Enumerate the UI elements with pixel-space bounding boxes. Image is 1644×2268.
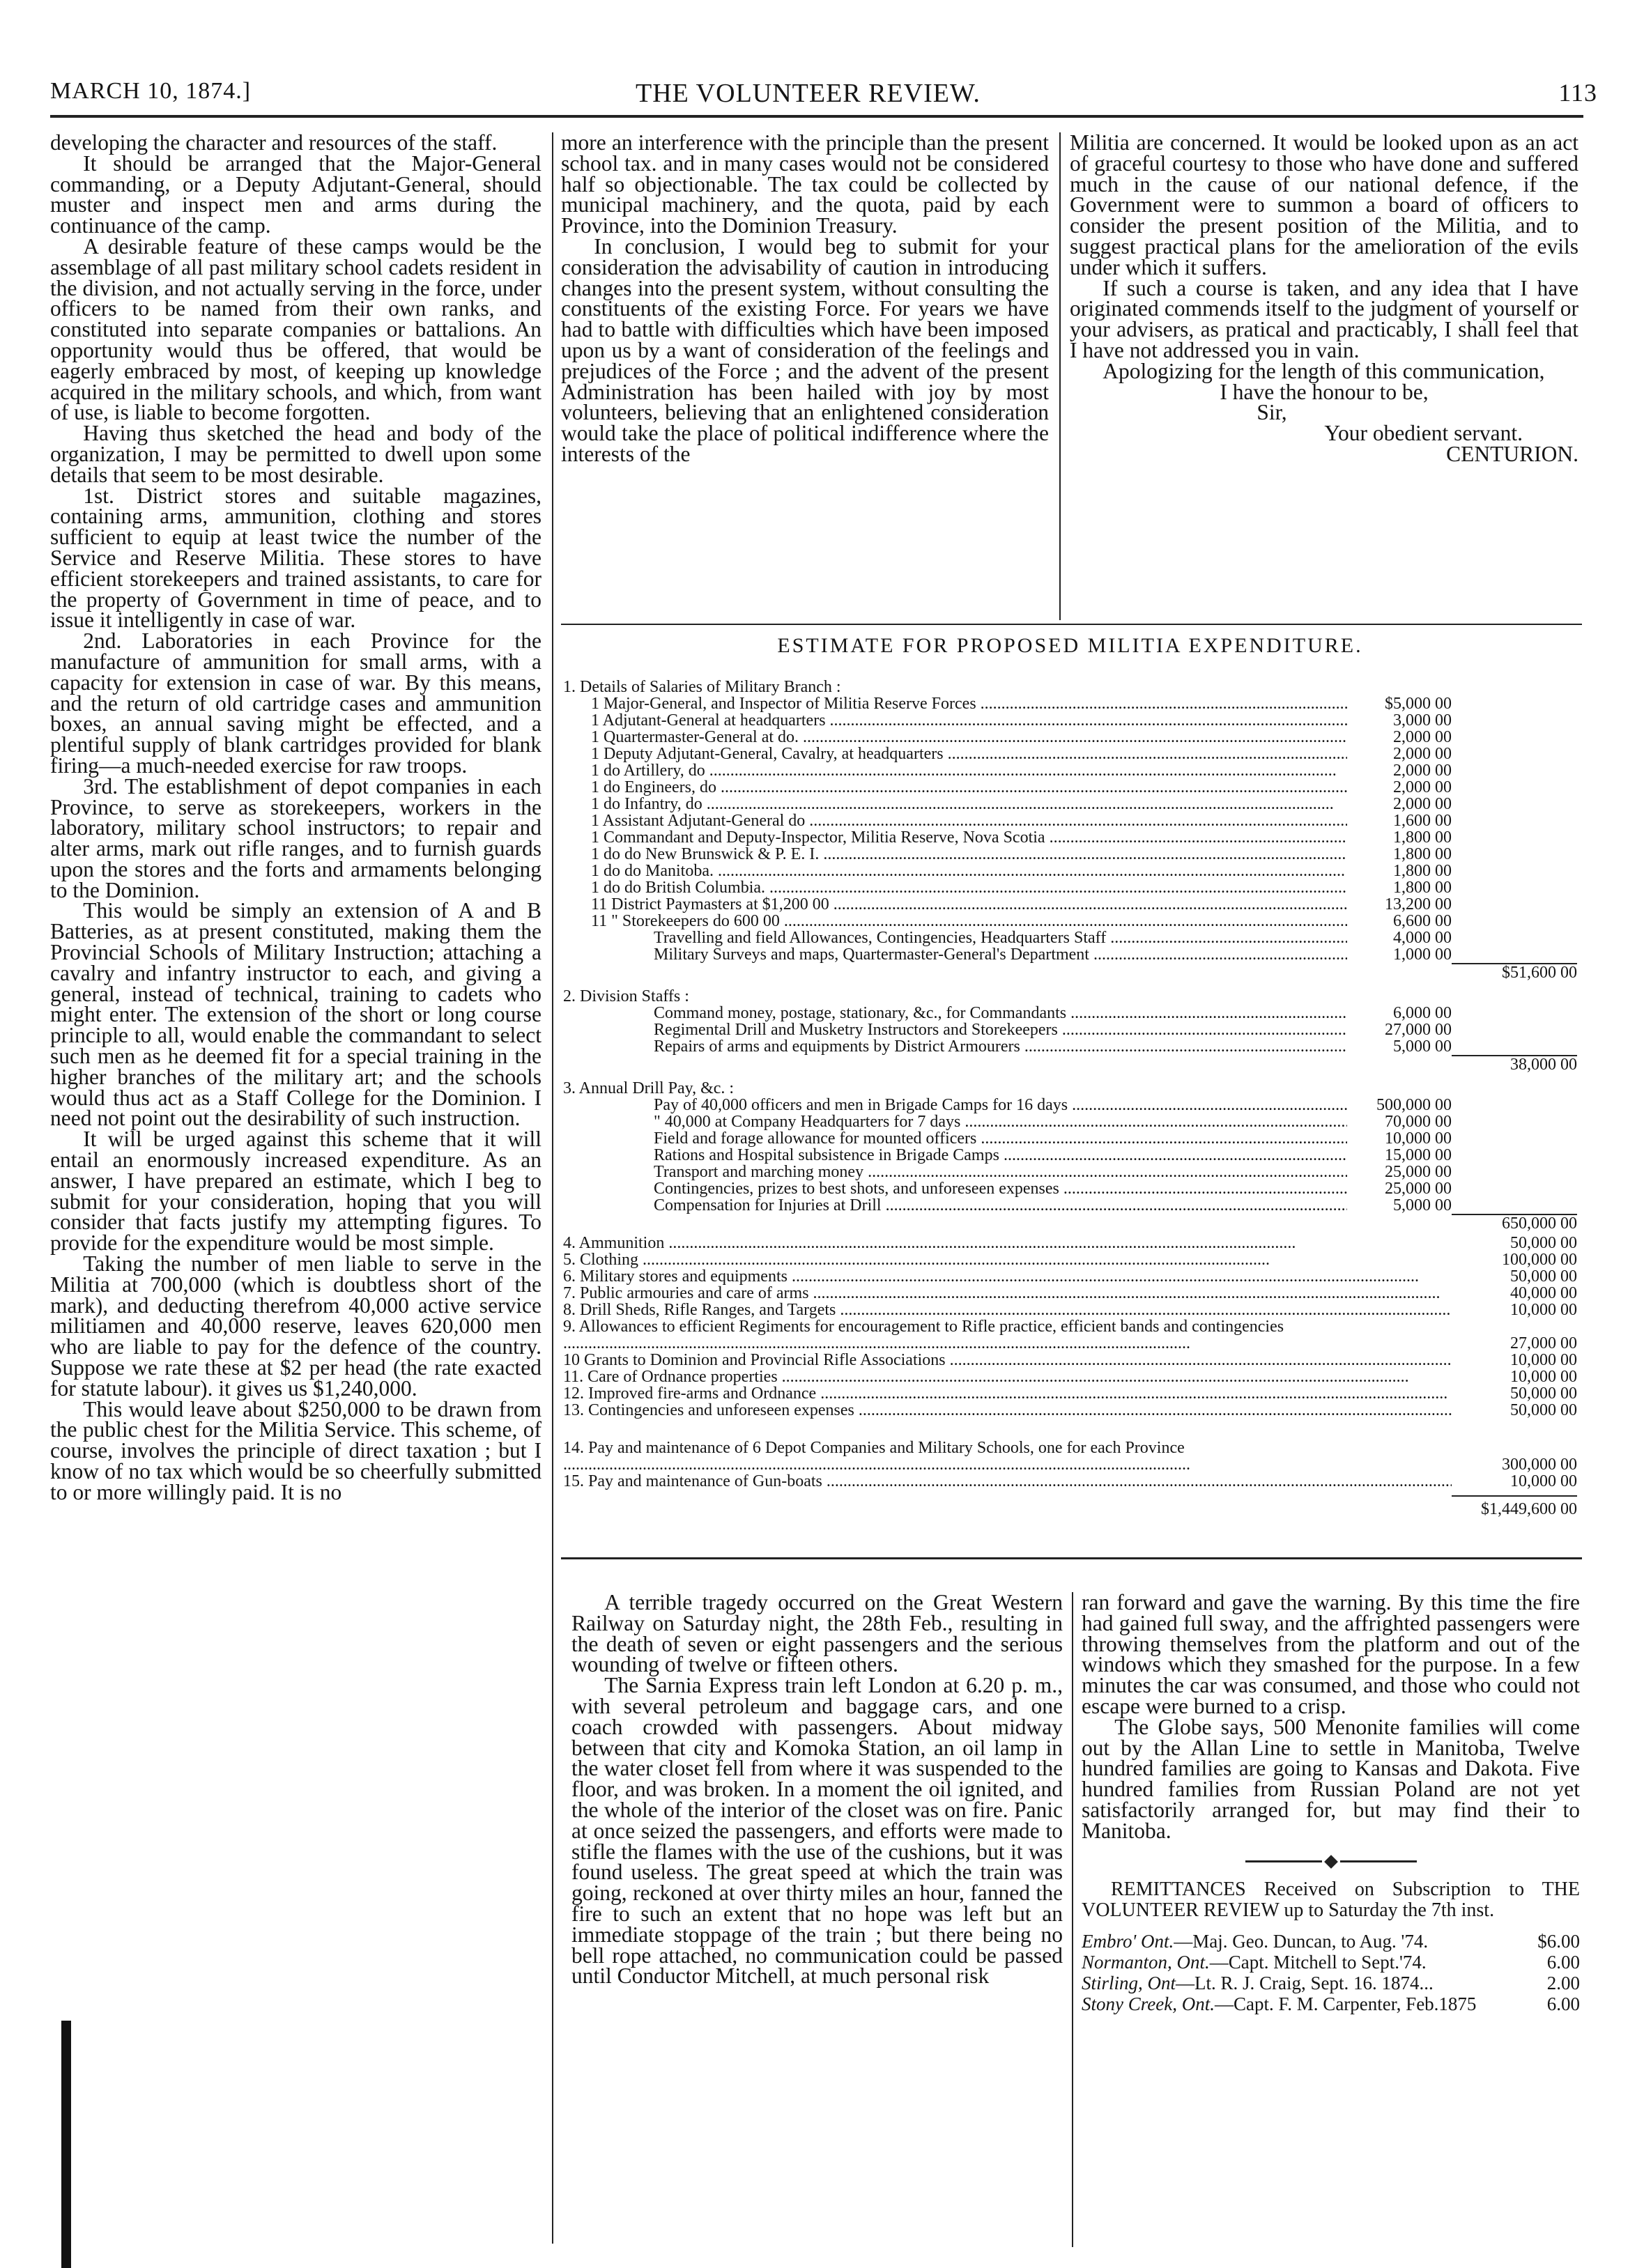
paragraph: more an interference with the principle than the present school tax. and in many cases would not be considered half so objectionable. The tax could be collected by municipal machinery, and the quota, paid by each Province, into the Dominion Treasury. [561, 132, 1049, 238]
table-row: 11 " Storekeepers do 600 00 ..... 6,600 00 [563, 913, 1577, 929]
paragraph: The Globe says, 500 Menonite families will come out by the Allan Line to settle in Manitoba, Twelve hundred families are going to Kansas and Dakota. Five hundred families from Russian Poland are not yet satisfactorily arranged for, but may find their to Manitoba. [1082, 1714, 1580, 1843]
header-page-number: 113 [1558, 79, 1597, 107]
remittance-entry: Normanton, Ont. —Capt. Mitchell to Sept.'74. 6.00 [1082, 1951, 1580, 1973]
table-row: 10 Grants to Dominion and Provincial Rifle Associations ..... 10,000 00 [563, 1352, 1577, 1368]
news-column-b [1082, 1592, 1580, 2247]
estimate-top-rule [561, 624, 1582, 625]
header-date: MARCH 10, 1874.] [50, 78, 252, 104]
paragraph: Apologizing for the length of this communication, [1103, 358, 1545, 383]
letter-salutation: Sir, [1257, 400, 1287, 425]
remittance-entry: Stirling, Ont —Lt. R. J. Craig, Sept. 16. 1874... 2.00 [1082, 1972, 1580, 1993]
table-row: Regimental Drill and Musketry Instructors and Storekeepers ..... 27,000 00 [563, 1021, 1577, 1038]
paragraph: This would be simply an extension of A and B Batteries, as at present constituted, making them the Provincial Schools of Military Instruction; attaching a cavalry and infantry instructor to each, and giving a general, instead of technical, training to cadets who might enter. The extension of the short or long course principle to all, would enable the commandant to select such men as he deemed fit for a special training in the higher branches of the military art; and the schools would thus act as a Staff College for the Dominion. I need not point out the desirability of such instruction. [50, 898, 541, 1131]
table-row: 1 do Artillery, do ..... 2,000 00 [563, 762, 1577, 779]
section-total: $51,600 00 [563, 963, 1577, 981]
table-row: 12. Improved fire-arms and Ordnance ..... 50,000 00 [563, 1385, 1577, 1402]
table-row: 14. Pay and maintenance of 6 Depot Companies and Military Schools, one for each Province ..... 300,000 00 [563, 1440, 1577, 1473]
paragraph: ran forward and gave the warning. By this time the fire had gained full sway, and the affrighted passengers were throwing themselves from the platform and out of the windows which they smashed for the purpose. In a few minutes the car was consumed, and those who could not escape were burned to a crisp. [1082, 1592, 1580, 1718]
paragraph: It should be arranged that the Major-General commanding, or a Deputy Adjutant-General, should muster and inspect men and arms during the continuance of the camp. [50, 151, 541, 238]
header-masthead: THE VOLUNTEER REVIEW. [636, 79, 981, 108]
paragraph: A desirable feature of these camps would be the assemblage of all past military school cadets resident in the division, and not actually serving in the force, under officers to be named from their own ranks, and constituted into separate companies or battalions. An opportunity would thus be offered, that would be eagerly embraced by most, of keeping up knowledge acquired in the military schools, and which, from want of use, is liable to become forgotten. [50, 233, 541, 425]
article-column-3 [1070, 132, 1578, 620]
estimate-table [563, 634, 1577, 1543]
paragraph: Taking the number of men liable to serve in the Militia at 700,000 (which is doubtless short of the mark), and deducting therefrom 40,000 active service militiamen and 40,000 reserve, leaves 620,000 men who are liable to pay for the defence of the country. Suppose we rate these at $2 per head (the rate exacted for statute labour). it gives us $1,240,000. [50, 1251, 541, 1401]
grand-total: $1,449,600 00 [563, 1495, 1577, 1518]
column-divider [1072, 1592, 1073, 2247]
table-row: Rations and Hospital subsistence in Brigade Camps ..... 15,000 00 [563, 1147, 1577, 1164]
paragraph: The Sarnia Express train left London at 6.20 p. m., with several petroleum and baggage cars, and one coach crowded with passengers. About midway between that city and Komoka Station, an oil lamp in the water closet fell from where it was suspended to the floor, and was broken. In a moment the oil ignited, and the whole of the interior of the closet was on fire. Panic at once seized the passengers, and efforts were made to stifle the flames with the use of the cushions, but it was found useless. The great speed at which the train was going, reckoned at over thirty miles an hour, fanned the fire to such an extent that no hope was left but an immediate stoppage of the train ; but there being no bell rope attached, no communication could be passed until Conductor Mitchell, at much personal risk [571, 1673, 1063, 1989]
table-row: 5. Clothing ..... 100,000 00 [563, 1251, 1577, 1268]
running-header [50, 78, 1597, 113]
table-row: 15. Pay and maintenance of Gun-boats ..... 10,000 00 [563, 1473, 1577, 1490]
table-row: 9. Allowances to efficient Regiments for encouragement to Rifle practice, efficient bands and contingencies ..... 27,000 00 [563, 1318, 1577, 1352]
table-row: 4. Ammunition ..... 50,000 00 [563, 1235, 1577, 1251]
paragraph: Militia are concerned. It would be looked upon as an act of graceful courtesy to those who have done and suffered much in the cause of our national defence, if the Government were to summon a board of officers to consider the present position of the Militia, and to suggest practical plans for the amelioration of the evils under which it suffers. [1070, 132, 1578, 279]
paragraph: 2nd. Laboratories in each Province for the manufacture of ammunition for small arms, with a capacity for extension in case of war. By this means, and the return of old cartridge cases and ammunition boxes, an annual saving might be effected, and a plentiful supply of blank cartridges provided for blank firing—a much-needed exercise for raw troops. [50, 628, 541, 778]
paragraph: A terrible tragedy occurred on the Great Western Railway on Saturday night, the 28th Feb., resulting in the death of seven or eight passengers and the serious wounding of twelve or fifteen others. [571, 1592, 1063, 1677]
letter-valediction: Your obedient servant. [1324, 421, 1523, 446]
table-row: Command money, postage, stationary, &c., for Commandants ..... 6,000 00 [563, 1005, 1577, 1021]
remittance-entry: Embro' Ont. —Maj. Geo. Duncan, to Aug. '74. $6.00 [1082, 1930, 1580, 1952]
table-row: Transport and marching money ..... 25,000 00 [563, 1164, 1577, 1180]
estimate-bottom-rule [561, 1557, 1582, 1559]
table-row: 1 Deputy Adjutant-General, Cavalry, at headquarters ..... 2,000 00 [563, 746, 1577, 762]
table-row: 1 do do British Columbia. ..... 1,800 00 [563, 879, 1577, 896]
paragraph: developing the character and resources of the staff. [50, 132, 498, 155]
table-row: 6. Military stores and equipments ..... 50,000 00 [563, 1268, 1577, 1285]
paragraph: 3rd. The establishment of depot companies in each Province, to serve as storekeepers, workers in the laboratory, military school instructors; to repair and alter arms, mark out rifle ranges, and to furnish guards upon the stores and the forts and armaments belonging to the Dominion. [50, 773, 541, 902]
table-row: Travelling and field Allowances, Contingencies, Headquarters Staff ..... 4,000 00 [563, 929, 1577, 946]
column-divider [552, 132, 553, 2244]
table-row: 1 do Infantry, do ..... 2,000 00 [563, 796, 1577, 812]
news-column-a [571, 1592, 1063, 2247]
section-heading: 3. Annual Drill Pay, &c. : [563, 1079, 735, 1097]
article-column-2 [561, 132, 1049, 620]
table-row: 1 Adjutant-General at headquarters ..... 3,000 00 [563, 712, 1577, 729]
table-row: Contingencies, prizes to best shots, and unforeseen expenses ..... 25,000 00 [563, 1180, 1577, 1197]
table-row: " 40,000 at Company Headquarters for 7 days ..... 70,000 00 [563, 1113, 1577, 1130]
table-row: Field and forage allowance for mounted officers ..... 10,000 00 [563, 1130, 1577, 1147]
paragraph: This would leave about $250,000 to be drawn from the public chest for the Militia Service. This scheme, of course, involves the principle of direct taxation ; but I know of no tax which would be so cheerfully submitted to or more willingly paid. It is no [50, 1396, 541, 1504]
remittances-heading: REMITTANCES Received on Subscription to THE VOLUNTEER REVIEW up to Saturday the 7th inst. [1082, 1878, 1580, 1921]
paragraph: If such a course is taken, and any idea that I have originated commends itself to the judgment of yourself or your advisers, as pratical and practicably, I shall feel that I have not addressed you in vain. [1070, 275, 1578, 362]
paragraph: In conclusion, I would beg to submit for your consideration the advisability of caution in introducing changes into the present system, without consulting the constituents of the existing Force. For years we have had to battle with difficulties which have been imposed upon us by a want of consideration of the feelings and prejudices of the Force ; and the advent of the present Administration has been hailed with joy by most volunteers, believing that an enlightened consideration would take the place of political indifference where the interests of the [561, 233, 1049, 466]
table-row: 1 Assistant Adjutant-General do ..... 1,600 00 [563, 812, 1577, 829]
table-row: 1 Major-General, and Inspector of Militia Reserve Forces ..... $5,000 00 [563, 695, 1577, 712]
paragraph: Having thus sketched the head and body of the organization, I may be permitted to dwell upon some details that seem to be most desirable. [50, 421, 541, 487]
column-divider [1059, 132, 1061, 620]
table-row: 13. Contingencies and unforeseen expenses ..... 50,000 00 [563, 1402, 1577, 1419]
page-binding-edge [61, 2021, 71, 2268]
table-row: 1 Quartermaster-General at do. ..... 2,000 00 [563, 729, 1577, 746]
table-row: 11. Care of Ordnance properties ..... 10,000 00 [563, 1368, 1577, 1385]
remittance-entry: Stony Creek, Ont. —Capt. F. M. Carpenter, Feb.1875 6.00 [1082, 1993, 1580, 2014]
table-row: Compensation for Injuries at Drill ..... 5,000 00 [563, 1197, 1577, 1214]
section-ornament [1082, 1857, 1580, 1867]
estimate-title: ESTIMATE FOR PROPOSED MILITIA EXPENDITURE. [777, 634, 1363, 657]
table-row: 8. Drill Sheds, Rifle Ranges, and Targets ..... 10,000 00 [563, 1302, 1577, 1318]
table-row: Military Surveys and maps, Quartermaster-General's Department ..... 1,000 00 [563, 946, 1577, 963]
paragraph: 1st. District stores and suitable magazines, containing arms, ammunition, clothing and stores sufficient to equip at least twice the number of the Service and Reserve Militia. These stores to have efficient storekeepers and trained assistants, to care for the property of Government in time of peace, and to issue it intelligently in case of war. [50, 483, 541, 633]
header-rule [50, 115, 1583, 118]
letter-signature: CENTURION. [1446, 441, 1578, 466]
letter-closing: I have the honour to be, [1220, 379, 1429, 404]
paragraph: It will be urged against this scheme that it will entail an enormously increased expenditure. As an answer, I have prepared an estimate, which I beg to submit for your consideration, hoping that you will consider that facts justify my attempting figures. To provide for the expenditure would be most simple. [50, 1127, 541, 1256]
table-row: 7. Public armouries and care of arms ..... 40,000 00 [563, 1285, 1577, 1302]
article-column-1 [50, 132, 541, 2244]
table-row: 11 District Paymasters at $1,200 00 ..... 13,200 00 [563, 896, 1577, 913]
section-total: 650,000 00 [563, 1214, 1577, 1232]
table-row: 1 do do New Brunswick & P. E. I. ..... 1,800 00 [563, 846, 1577, 863]
section-total: 38,000 00 [563, 1055, 1577, 1073]
table-row: 1 do Engineers, do ..... 2,000 00 [563, 779, 1577, 796]
table-row: Repairs of arms and equipments by District Armourers ..... 5,000 00 [563, 1038, 1577, 1055]
table-row: Pay of 40,000 officers and men in Brigade Camps for 16 days ..... 500,000 00 [563, 1097, 1577, 1113]
section-heading: 1. Details of Salaries of Military Branch : [563, 678, 841, 696]
table-row: 1 Commandant and Deputy-Inspector, Militia Reserve, Nova Scotia ..... 1,800 00 [563, 829, 1577, 846]
table-row: 1 do do Manitoba. ..... 1,800 00 [563, 863, 1577, 879]
section-heading: 2. Division Staffs : [563, 987, 689, 1005]
